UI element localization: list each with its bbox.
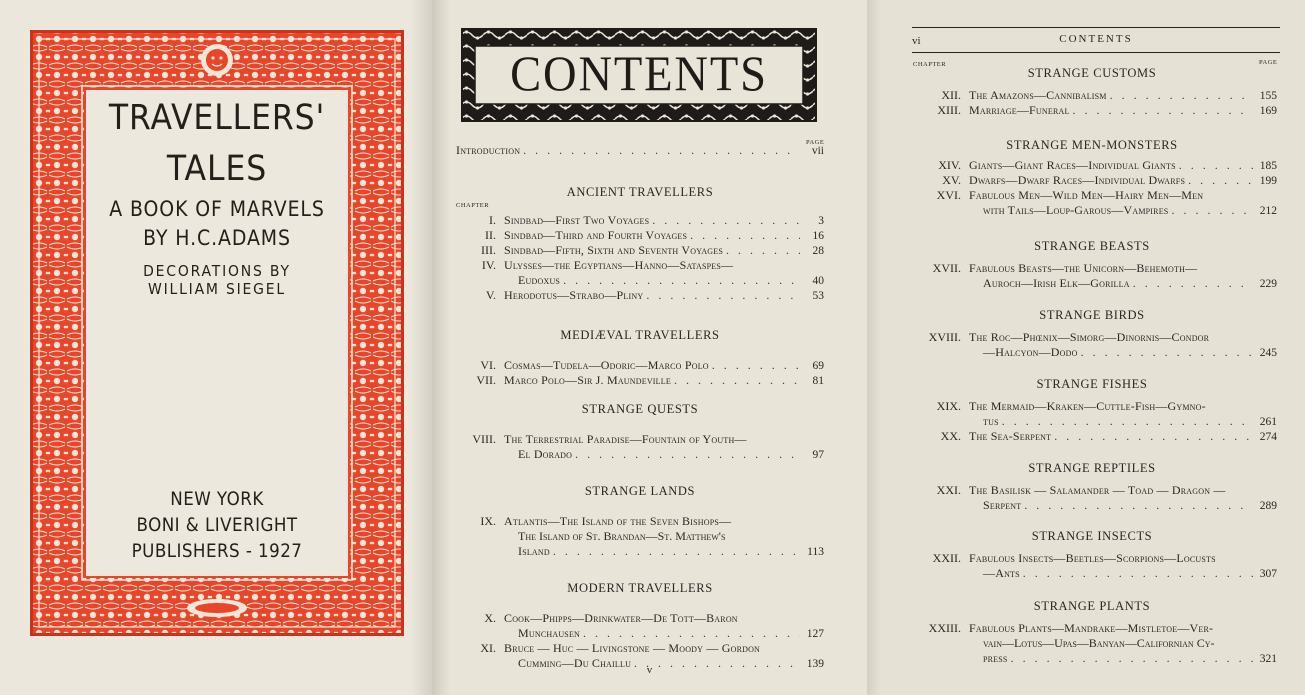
toc-entry (456, 514, 824, 528)
section-heading: STRANGE REPTILES (1028, 461, 1156, 475)
page-rule-top (912, 27, 1280, 28)
page-number: 53 (812, 290, 824, 302)
leader-dots (649, 213, 800, 227)
chapter-number: X. (484, 611, 496, 625)
chapter-title: The Sea-Serpent (969, 429, 1052, 443)
chapter-title: Cook—Phipps—Drinkwater—De Tott—Baron (504, 611, 738, 625)
toc-entry (456, 288, 824, 303)
chapter-title-continued: vain—Lotus—Upas—Banyan—Californian Cy- (983, 636, 1215, 650)
publisher-imprint: PUBLISHERS - 1927 (131, 540, 303, 562)
book-subtitle: A BOOK OF MARVELS (109, 197, 325, 221)
page-number: 28 (812, 245, 824, 257)
toc-entry (456, 432, 824, 446)
page-number: 69 (812, 360, 824, 372)
chapter-number: XII. (941, 88, 961, 102)
chapter-title: Cumming—Du Chaillu (518, 656, 632, 670)
leader-dots (1008, 651, 1253, 665)
chapter-number: I. (489, 213, 496, 227)
toc-entry (907, 330, 1277, 344)
chapter-title: Fabulous Plants—Mandrake—Mistletoe—Ver- (969, 621, 1214, 635)
chapter-title: —Halcyon—Dodo (983, 345, 1078, 359)
chapter-title: Sindbad—Fifth, Sixth and Seventh Voyages (504, 243, 724, 257)
leader-dots (709, 358, 800, 372)
page-number: 97 (812, 449, 824, 461)
leader-dots (1020, 566, 1253, 580)
chapter-title: Atlantis—The Island of the Seven Bishops— (504, 514, 732, 528)
section-heading: MEDIÆVAL TRAVELLERS (560, 328, 720, 342)
toc-entry (456, 447, 824, 462)
section-heading: STRANGE BEASTS (1034, 239, 1150, 253)
chapter-title: Marco Polo—Sir J. Maundeville (504, 373, 671, 387)
page-number: 16 (812, 230, 824, 242)
chapter-number: XX. (940, 429, 961, 443)
section-heading: STRANGE FISHES (1036, 377, 1148, 391)
page-number: 113 (807, 546, 824, 558)
page-folio: v (646, 664, 653, 676)
chapter-title-continued: The Island of St. Brandan—St. Matthew's (518, 529, 726, 543)
chapter-title: Bruce — Huc — Livingstone — Moody — Gordon (504, 641, 761, 655)
chapter-title: The Amazons—Cannibalism (969, 88, 1107, 102)
chapter-number: XXI. (936, 483, 961, 497)
page-number: 185 (1259, 160, 1277, 172)
chapter-title: The Basilisk — Salamander — Toad — Dragon — (969, 483, 1226, 497)
leader-dots (1185, 173, 1253, 187)
page-number: 212 (1259, 205, 1277, 217)
decorations-credit-line-1: DECORATIONS BY (143, 262, 291, 280)
toc-entry (907, 261, 1277, 275)
toc-entry (907, 429, 1277, 444)
toc-entry (456, 228, 824, 243)
section-heading: STRANGE BIRDS (1039, 308, 1145, 322)
chapter-number: XIX. (936, 399, 961, 413)
chapter-number: XV. (942, 173, 961, 187)
chapter-number: XVIII. (928, 330, 961, 344)
chapter-number: XI. (480, 641, 496, 655)
running-head: CONTENTS (1059, 33, 1133, 45)
leader-dots (1078, 345, 1253, 359)
page-number: 321 (1259, 653, 1277, 665)
chapter-number: V. (485, 288, 496, 302)
toc-entry (907, 399, 1277, 413)
chapter-title: The Roc—Phœnix—Simorg—Dinornis—Condor (969, 330, 1210, 344)
toc-entry (907, 483, 1277, 497)
chapter-title: Sindbad—Third and Fourth Voyages (504, 228, 688, 242)
leader-dots (643, 288, 800, 302)
chapter-column-label: CHAPTER (456, 202, 490, 209)
page-number: 169 (1259, 105, 1277, 117)
chapter-number: XXII. (932, 551, 961, 565)
section-heading: STRANGE CUSTOMS (1027, 66, 1157, 80)
leader-dots (1130, 276, 1253, 290)
chapter-title: Fabulous Men—Wild Men—Hairy Men—Men (969, 188, 1204, 202)
toc-entry (907, 551, 1277, 565)
toc-entry (907, 88, 1277, 103)
page-number: 289 (1259, 500, 1277, 512)
toc-entry (907, 345, 1277, 360)
folio-number: vi (912, 35, 921, 47)
section-heading: STRANGE PLANTS (1033, 599, 1151, 613)
leader-dots (560, 273, 800, 287)
toc-entry (907, 276, 1277, 291)
toc-entry (907, 651, 1277, 666)
toc-entry (907, 621, 1277, 635)
chapter-title: Eudoxus (518, 273, 561, 287)
page-number: 199 (1259, 175, 1277, 187)
page-number: 245 (1259, 347, 1277, 359)
book-title-line-1: TRAVELLERS' (108, 98, 326, 138)
leader-dots (723, 243, 800, 257)
toc-entry (907, 498, 1277, 513)
toc-entry (456, 213, 824, 228)
chapter-number: II. (485, 228, 496, 242)
leader-dots (1021, 498, 1253, 512)
contents-page-left (432, 0, 867, 695)
section-heading: STRANGE LANDS (584, 484, 696, 498)
page-number: 229 (1259, 278, 1277, 290)
toc-entry (907, 103, 1277, 118)
page-column-label: PAGE (806, 139, 825, 146)
chapter-title: Fabulous Beasts—the Unicorn—Behemoth— (969, 261, 1198, 275)
toc-entry (456, 544, 824, 559)
page-number: 139 (806, 658, 824, 670)
page-rule-bottom (912, 52, 1280, 53)
leader-dots (572, 447, 800, 461)
chapter-title: Dwarfs—Dwarf Races—Individual Dwarfs (969, 173, 1186, 187)
toc-entry (456, 641, 824, 655)
page-number: vii (811, 145, 824, 157)
chapter-title: The Terrestrial Paradise—Fountain of Youth— (504, 432, 747, 446)
page-column-label: PAGE (1259, 59, 1278, 66)
page-number: 155 (1259, 90, 1277, 102)
toc-entry (907, 188, 1277, 202)
chapter-title: Serpent (983, 498, 1022, 512)
chapter-title: Marriage—Funeral (969, 103, 1070, 117)
chapter-title: Fabulous Insects—Beetles—Scorpions—Locusts (969, 551, 1216, 565)
section-heading: ANCIENT TRAVELLERS (566, 185, 714, 199)
toc-entry (907, 158, 1277, 173)
leader-dots (1168, 203, 1253, 217)
toc-entry-introduction (456, 143, 824, 158)
chapter-title: Herodotus—Strabo—Pliny (504, 288, 644, 302)
chapter-number: VI. (480, 358, 496, 372)
contents-heading: CONTENTS (510, 45, 768, 101)
chapter-number: VIII. (472, 432, 496, 446)
toc-entry (907, 414, 1277, 429)
chapter-number: III. (481, 243, 496, 257)
page-number: 40 (812, 275, 824, 287)
chapter-title: Munchausen (518, 626, 581, 640)
chapter-number: VII. (476, 373, 496, 387)
chapter-title: Sindbad—First Two Voyages (504, 213, 650, 227)
toc-entry (456, 273, 824, 288)
toc-entry (907, 566, 1277, 581)
chapter-title: The Mermaid—Kraken—Cuttle-Fish—Gymno- (969, 399, 1206, 413)
chapter-title: El Dorado (518, 447, 573, 461)
toc-entry (907, 173, 1277, 188)
chapter-title: Auroch—Irish Elk—Gorilla (983, 276, 1130, 290)
chapter-number: IV. (481, 258, 496, 272)
leader-dots (1070, 103, 1253, 117)
leader-dots (1176, 158, 1253, 172)
chapter-title: tus (983, 414, 999, 428)
section-heading: STRANGE INSECTS (1031, 529, 1153, 543)
chapter-title: Giants—Giant Races—Individual Giants (969, 158, 1176, 172)
leader-dots (999, 414, 1253, 428)
chapter-number: XXIII. (928, 621, 961, 635)
chapter-title: Ulysses—the Egyptians—Hanno—Sataspes— (504, 258, 734, 272)
toc-entry (456, 358, 824, 373)
section-heading: STRANGE QUESTS (581, 402, 699, 416)
title-page (0, 0, 432, 695)
toc-entry (456, 626, 824, 641)
page-number: 3 (818, 215, 824, 227)
page-number: 307 (1259, 568, 1277, 580)
page-number: 274 (1259, 431, 1277, 443)
contents-page-right (867, 0, 1305, 695)
book-title-line-2: TALES (166, 149, 268, 189)
publisher-name: BONI & LIVERIGHT (136, 514, 298, 536)
introduction-title: Introduction (456, 143, 521, 157)
toc-entry (456, 258, 824, 272)
section-heading: STRANGE MEN-MONSTERS (1006, 138, 1178, 152)
chapter-number: XIII. (937, 103, 961, 117)
page-number: 261 (1259, 416, 1277, 428)
leader-dots (580, 626, 800, 640)
chapter-column-label: CHAPTER (913, 61, 947, 68)
leader-dots (1051, 429, 1253, 443)
section-heading: MODERN TRAVELLERS (567, 581, 713, 595)
chapter-title: Island (518, 544, 550, 558)
leader-dots (550, 544, 800, 558)
book-author: BY H.C.ADAMS (143, 226, 291, 250)
publisher-city: NEW YORK (170, 488, 264, 510)
toc-entry (456, 611, 824, 625)
chapter-number: XVI. (936, 188, 961, 202)
chapter-number: XVII. (932, 261, 961, 275)
chapter-title: —Ants (983, 566, 1020, 580)
leader-dots (687, 228, 800, 242)
toc-entry (456, 373, 824, 388)
toc-entry (907, 203, 1277, 218)
chapter-title: press (983, 651, 1008, 665)
page-number: 81 (812, 375, 824, 387)
decorations-credit-line-2: WILLIAM SIEGEL (148, 280, 286, 298)
leader-dots (520, 143, 800, 157)
page-number: 127 (806, 628, 824, 640)
chapter-title: Cosmas—Tudela—Odoric—Marco Polo (504, 358, 709, 372)
leader-dots (1107, 88, 1253, 102)
toc-entry (456, 243, 824, 258)
chapter-number: XIV. (938, 158, 961, 172)
chapter-title: with Tails—Loup-Garous—Vampires (983, 203, 1169, 217)
chapter-number: IX. (480, 514, 496, 528)
leader-dots (671, 373, 800, 387)
